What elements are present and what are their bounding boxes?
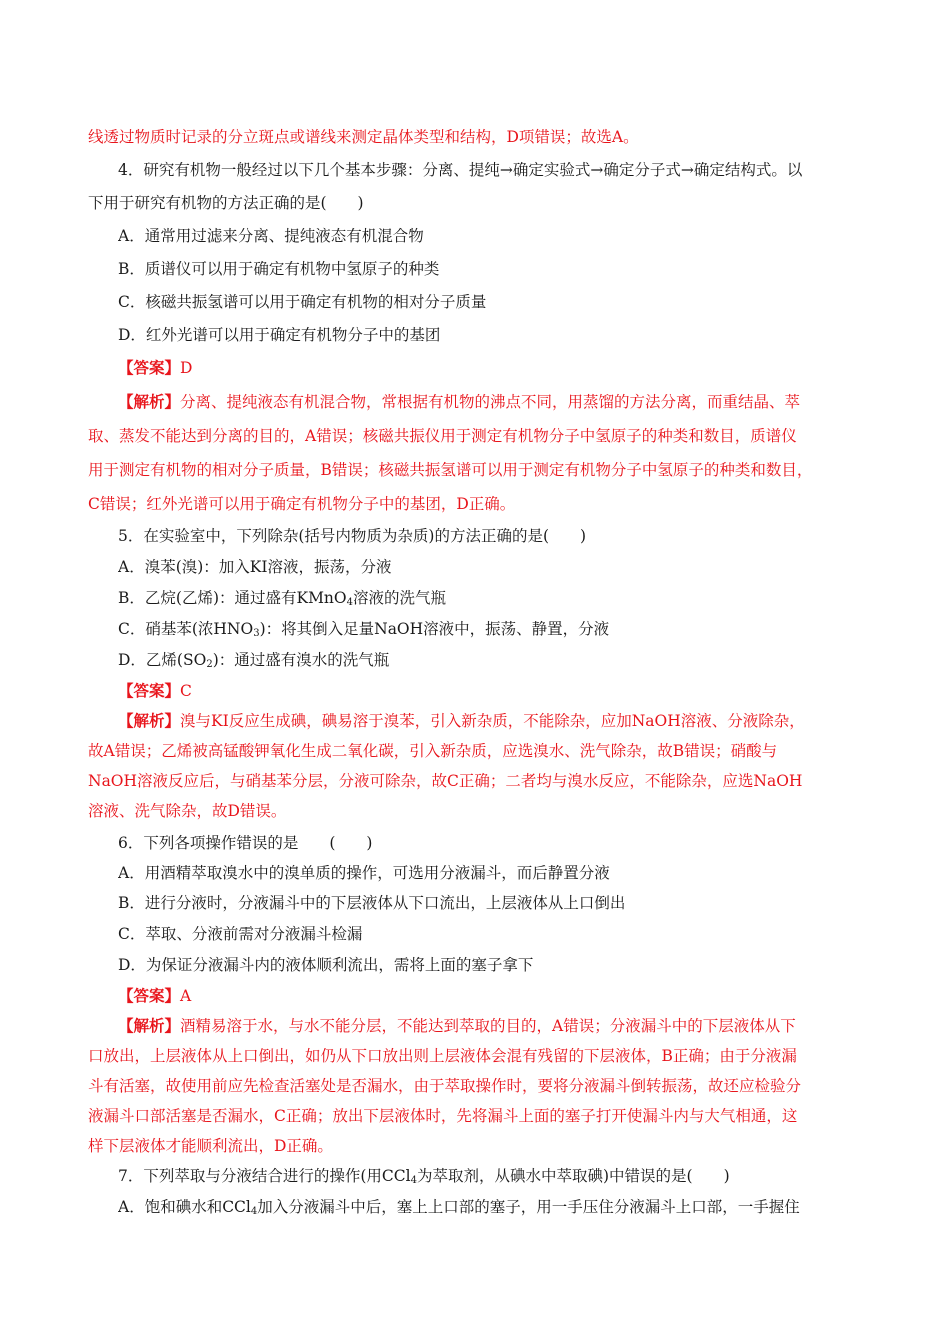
question-5-option-c <box>118 618 878 640</box>
option-text: A．饱和碘水和CCl <box>118 1198 251 1216</box>
option-text: C．硝基苯(浓HNO <box>118 620 254 638</box>
answer-value: D <box>180 359 193 377</box>
question-6-option-d: D．为保证分液漏斗内的液体顺利流出，需将上面的塞子拿下 <box>118 956 534 974</box>
option-text: )：通过盛有溴水的洗气瓶 <box>212 651 390 669</box>
option-text: )：将其倒入足量NaOH溶液中，振荡、静置，分液 <box>259 620 610 638</box>
explanation-line: 故A错误；乙烯被高锰酸钾氧化生成二氧化碳，引入新杂质，应选溴水、洗气除杂，故B错误；硝酸与 <box>88 742 778 760</box>
subscript: 3 <box>253 628 260 639</box>
question-4-option-d: D．红外光谱可以用于确定有机物分子中的基团 <box>118 326 441 344</box>
explanation-line: 线透过物质时记录的分立斑点或谱线来测定晶体类型和结构，D项错误；故选A。 <box>88 128 639 146</box>
answer-tag: 【答案】 <box>118 681 181 700</box>
subscript: 4 <box>250 1206 258 1217</box>
question-5-answer <box>118 680 878 702</box>
question-4-explanation <box>118 391 878 413</box>
explanation-line: 口放出，上层液体从上口倒出，如仍从下口放出则上层液体会混有残留的下层液体，B正确；由于分液漏 <box>88 1047 797 1065</box>
question-4-stem-cont: 下用于研究有机物的方法正确的是( ) <box>88 194 364 212</box>
explanation-text: 酒精易溶于水，与水不能分层，不能达到萃取的目的，A错误；分液漏斗中的下层液体从下 <box>180 1017 796 1035</box>
option-text: B．乙烷(乙烯)：通过盛有KMnO <box>118 589 347 607</box>
answer-value: A <box>180 987 192 1005</box>
question-text: 7．下列萃取与分液结合进行的操作(用CCl <box>118 1167 411 1185</box>
question-4-answer <box>118 357 878 379</box>
question-6-option-c: C．萃取、分液前需对分液漏斗检漏 <box>118 925 363 943</box>
question-6-stem: 6．下列各项操作错误的是 ( ) <box>118 834 373 852</box>
answer-tag: 【答案】 <box>118 358 181 377</box>
explanation-line: 液漏斗口部活塞是否漏水，C正确；放出下层液体时，先将漏斗上面的塞子打开使漏斗内与大气相通，这 <box>88 1107 798 1125</box>
question-5-stem: 5．在实验室中，下列除杂(括号内物质为杂质)的方法正确的是( ) <box>118 527 587 545</box>
question-6-explanation <box>118 1015 878 1037</box>
question-5-option-a: A．溴苯(溴)：加入KI溶液，振荡，分液 <box>118 558 392 576</box>
option-text: D．乙烯(SO <box>118 651 207 669</box>
question-4-option-a: A．通常用过滤来分离、提纯液态有机混合物 <box>118 227 424 245</box>
option-text: 加入分液漏斗中后，塞上上口部的塞子，用一手压住分液漏斗上口部，一手握住 <box>257 1198 800 1216</box>
option-text: 溶液的洗气瓶 <box>353 589 447 607</box>
explanation-line: NaOH溶液反应后，与硝基苯分层，分液可除杂，故C正确；二者均与溴水反应，不能除杂，应选NaOH <box>88 772 803 790</box>
subscript: 4 <box>346 597 354 608</box>
answer-value: C <box>180 682 192 700</box>
explanation-line: 样下层液体才能顺利流出，D正确。 <box>88 1137 333 1155</box>
question-4-stem: 4．研究有机物一般经过以下几个基本步骤：分离、提纯→确定实验式→确定分子式→确定结构式。以 <box>118 161 803 179</box>
explanation-tag: 【解析】 <box>118 711 181 730</box>
explanation-tag: 【解析】 <box>118 392 181 411</box>
question-5-option-b <box>118 587 878 609</box>
question-7-stem <box>118 1165 878 1187</box>
question-4-option-c: C．核磁共振氢谱可以用于确定有机物的相对分子质量 <box>118 293 487 311</box>
explanation-tag: 【解析】 <box>118 1016 181 1035</box>
question-6-answer <box>118 985 878 1007</box>
answer-tag: 【答案】 <box>118 986 181 1005</box>
explanation-line: 用于测定有机物的相对分子质量，B错误；核磁共振氢谱可以用于测定有机物分子中氢原子的种类和数目， <box>88 461 813 479</box>
question-5-explanation <box>118 710 878 732</box>
question-4-option-b: B．质谱仪可以用于确定有机物中氢原子的种类 <box>118 260 440 278</box>
explanation-text: 分离、提纯液态有机混合物，常根据有机物的沸点不同，用蒸馏的方法分离，而重结晶、萃 <box>180 393 801 411</box>
question-7-option-a <box>118 1196 878 1218</box>
explanation-line: 斗有活塞，故使用前应先检查活塞处是否漏水，由于萃取操作时，要将分液漏斗倒转振荡，故还应检验分 <box>88 1077 802 1095</box>
question-text: 为萃取剂，从碘水中萃取碘)中错误的是( ) <box>416 1167 730 1185</box>
explanation-text: 溴与KI反应生成碘，碘易溶于溴苯，引入新杂质，不能除杂，应加NaOH溶液、分液除杂， <box>180 712 805 730</box>
subscript: 2 <box>206 659 213 670</box>
explanation-line: 溶液、洗气除杂，故D错误。 <box>88 802 287 820</box>
question-6-option-b: B．进行分液时，分液漏斗中的下层液体从下口流出，上层液体从上口倒出 <box>118 894 626 912</box>
question-5-option-d <box>118 649 878 671</box>
explanation-line: 取、蒸发不能达到分离的目的，A错误；核磁共振仪用于测定有机物分子中氢原子的种类和数目，质谱仪 <box>88 427 797 445</box>
subscript: 4 <box>410 1175 417 1186</box>
explanation-line: C错误；红外光谱可以用于确定有机物分子中的基团，D正确。 <box>88 495 516 513</box>
question-6-option-a: A．用酒精萃取溴水中的溴单质的操作，可选用分液漏斗，而后静置分液 <box>118 864 610 882</box>
